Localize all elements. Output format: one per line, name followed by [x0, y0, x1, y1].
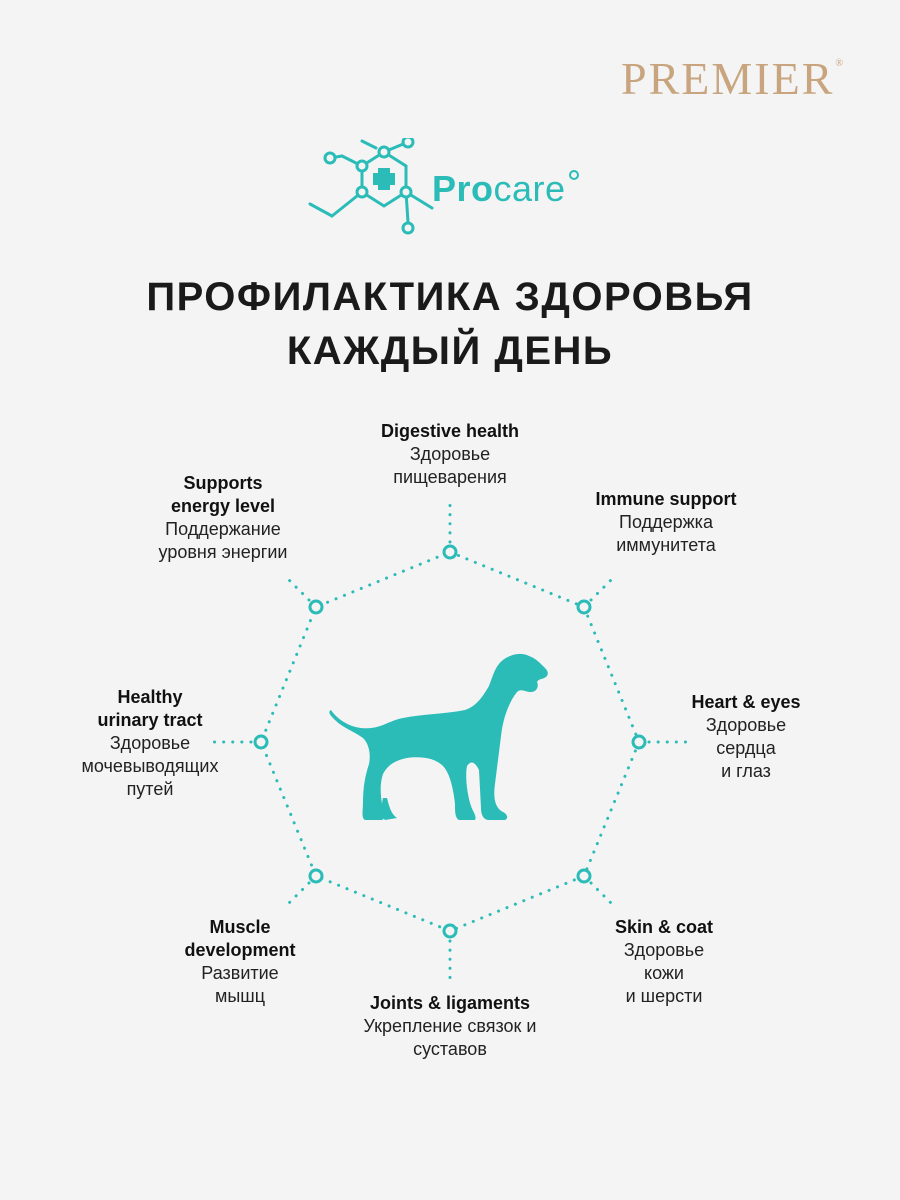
benefit-description-line: Здоровье: [409, 444, 491, 464]
node-right: [633, 736, 645, 748]
benefit-heart-eyes: [660, 691, 832, 783]
benefit-joints-ligaments: [330, 992, 570, 1061]
benefit-description-line: Поддержка: [619, 512, 713, 532]
node-top: [444, 546, 456, 558]
benefit-digestive-health: [350, 420, 550, 489]
benefit-description-line: Здоровье: [109, 733, 191, 753]
benefit-title: Immune support: [595, 489, 737, 509]
benefit-urinary-tract: [60, 686, 240, 801]
benefit-description-line: мышц: [214, 986, 266, 1006]
benefit-title: Heart & eyes: [691, 692, 801, 712]
benefit-title: energy level: [170, 496, 276, 516]
benefit-description-line: сердца: [716, 738, 776, 758]
node-top-right: [578, 601, 590, 613]
benefit-description-line: Укрепление связок и: [363, 1016, 537, 1036]
benefit-title: Supports: [183, 473, 263, 493]
headline-line-2: КАЖДЫЙ ДЕНЬ: [286, 329, 614, 373]
benefit-description-line: кожи: [644, 963, 684, 983]
benefit-description-line: уровня энергии: [158, 542, 288, 562]
benefit-immune-support: [566, 488, 766, 557]
node-top-left: [310, 601, 322, 613]
benefit-description-line: пищеварения: [393, 467, 507, 487]
spoke-top-left: [285, 576, 309, 600]
benefit-description-line: Здоровье: [705, 715, 787, 735]
benefit-title: development: [184, 940, 296, 960]
node-left: [255, 736, 267, 748]
dog-silhouette-icon: [325, 648, 555, 823]
benefit-energy-level: [133, 472, 313, 564]
spoke-bottom-right: [591, 883, 615, 907]
benefit-title: Skin & coat: [614, 917, 714, 937]
node-bottom-left: [310, 870, 322, 882]
benefit-description-line: Здоровье: [623, 940, 705, 960]
spoke-bottom-left: [285, 883, 309, 907]
headline-line-1: ПРОФИЛАКТИКА ЗДОРОВЬЯ: [146, 275, 754, 319]
benefit-description-line: путей: [126, 779, 174, 799]
benefit-muscle-development: [160, 916, 320, 1008]
benefit-description-line: Поддержание: [165, 519, 281, 539]
benefit-title: Healthy: [117, 687, 183, 707]
benefit-description-line: суставов: [413, 1039, 487, 1059]
node-bottom-right: [578, 870, 590, 882]
registered-mark: ®: [835, 58, 845, 69]
node-bottom: [444, 925, 456, 937]
benefit-title: Muscle: [209, 917, 271, 937]
benefit-description-line: иммунитета: [616, 535, 716, 555]
benefit-title: urinary tract: [97, 710, 203, 730]
benefit-skin-coat: [584, 916, 744, 1008]
procare-wordmark-regular: care: [493, 168, 566, 209]
benefit-description-line: и шерсти: [625, 986, 703, 1006]
benefit-description-line: Развитие: [201, 963, 279, 983]
benefit-title: Joints & ligaments: [369, 993, 531, 1013]
premier-brand-name: PREMIER: [621, 53, 835, 104]
benefit-title: Digestive health: [380, 421, 520, 441]
spoke-top-right: [591, 576, 615, 600]
benefit-description-line: мочевыводящих: [81, 756, 219, 776]
procare-wordmark-bold: Pro: [432, 168, 494, 209]
benefit-description-line: и глаз: [721, 761, 771, 781]
